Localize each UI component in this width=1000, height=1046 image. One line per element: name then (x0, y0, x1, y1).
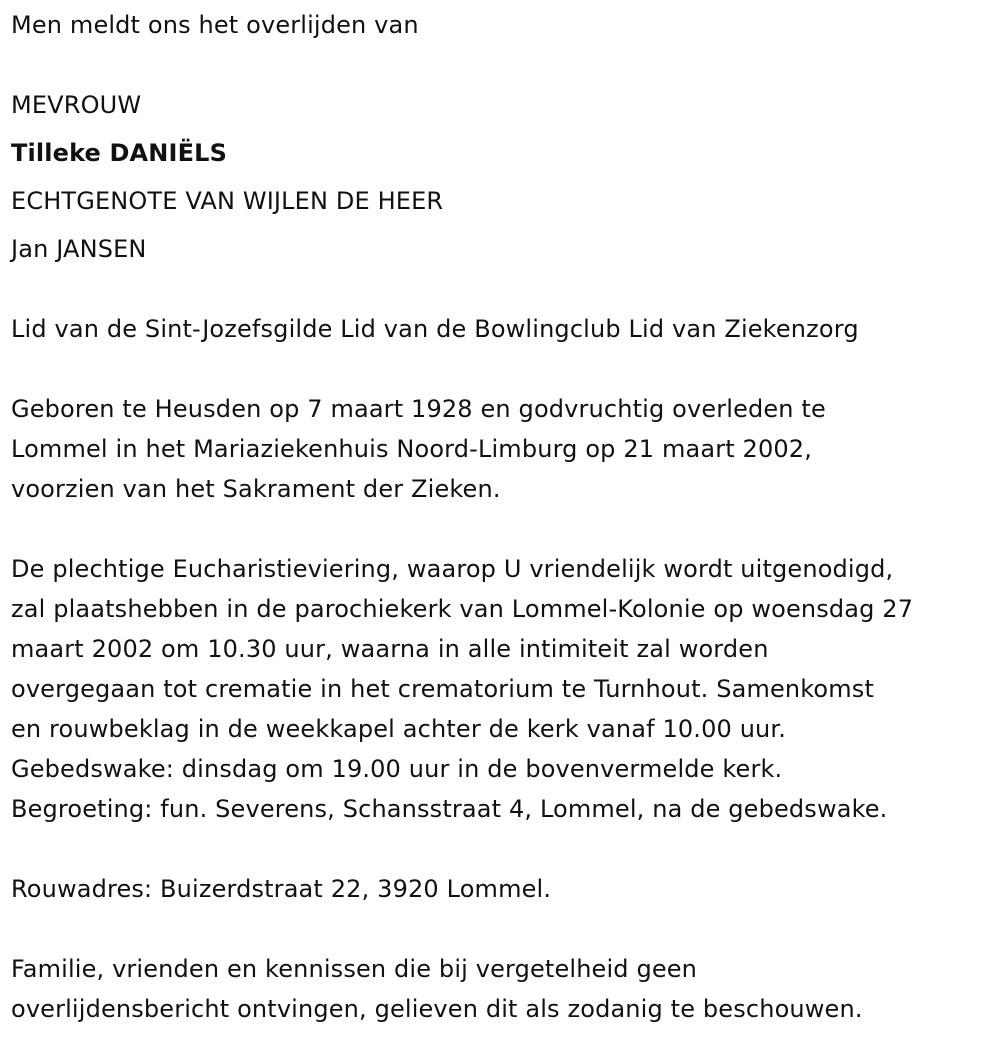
paragraph-line: overgegaan tot crematie in het crematorium te Turnhout. Samenkomst (11, 675, 875, 703)
paragraph-line: Lommel in het Mariaziekenhuis Noord-Limburg op 21 maart 2002, (11, 435, 813, 463)
paragraph-line: Familie, vrienden en kennissen die bij vergetelheid geen (11, 955, 698, 983)
spouse-title: ECHTGENOTE VAN WIJLEN DE HEER (11, 187, 444, 215)
paragraph-line: Gebedswake: dinsdag om 19.00 uur in de bovenvermelde kerk. (11, 755, 783, 783)
mourning-address: Rouwadres: Buizerdstraat 22, 3920 Lommel. (11, 875, 552, 903)
paragraph-line: Begroeting: fun. Severens, Schansstraat 4, Lommel, na de gebedswake. (11, 795, 888, 823)
paragraph-line: zal plaatshebben in de parochiekerk van Lommel-Kolonie op woensdag 27 (11, 595, 914, 623)
memberships-line: Lid van de Sint-Jozefsgilde Lid van de Bowlingclub Lid van Ziekenzorg (11, 315, 859, 343)
paragraph-line: De plechtige Eucharistieviering, waarop U vriendelijk wordt uitgenodigd, (11, 555, 894, 583)
intro-line: Men meldt ons het overlijden van (11, 11, 419, 39)
deceased-name: Tilleke DANIËLS (11, 139, 228, 167)
spouse-name: Jan JANSEN (11, 235, 147, 263)
closing-paragraph (11, 949, 863, 1029)
paragraph-line: Geboren te Heusden op 7 maart 1928 en godvruchtig overleden te (11, 395, 826, 423)
deceased-title: MEVROUW (11, 91, 142, 119)
paragraph-line: overlijdensbericht ontvingen, gelieven dit als zodanig te beschouwen. (11, 995, 863, 1023)
birth-paragraph (11, 389, 826, 509)
paragraph-line: maart 2002 om 10.30 uur, waarna in alle intimiteit zal worden (11, 635, 769, 663)
paragraph-line: voorzien van het Sakrament der Zieken. (11, 475, 501, 503)
service-paragraph (11, 549, 913, 829)
paragraph-line: en rouwbeklag in de weekkapel achter de kerk vanaf 10.00 uur. (11, 715, 787, 743)
